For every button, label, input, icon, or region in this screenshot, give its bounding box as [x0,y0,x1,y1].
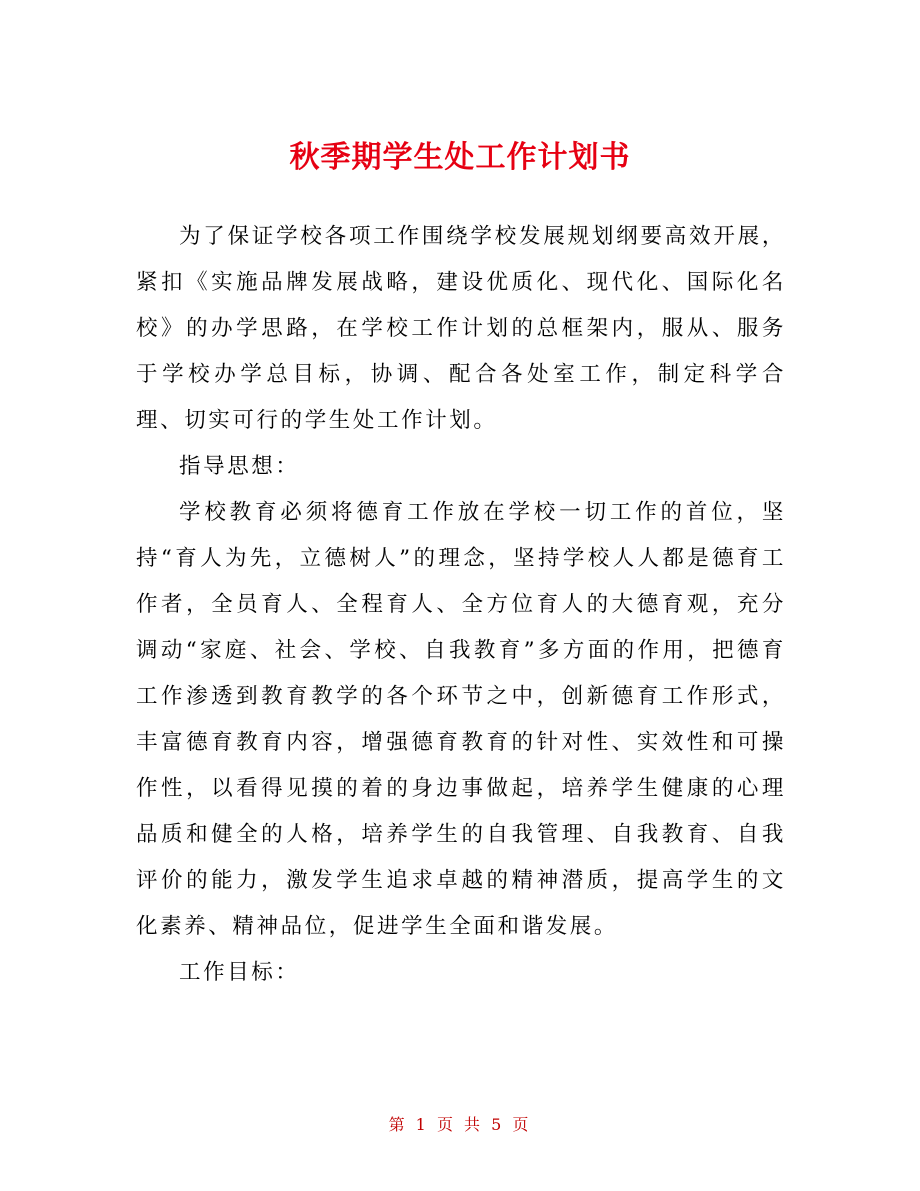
heading-work-goals: 工作目标： [179,960,300,985]
paragraph-intro: 为了保证学校各项工作围绕学校发展规划纲要高效开展，紧扣《实施品牌发展战略，建设优质化、现代化、国际化名校》的办学思路，在学校工作计划的总框架内，服从、服务于学校办学总目标，协调、配合各处室工作，制定科学合理、切实可行的学生处工作计划。 [136,224,786,433]
paragraph-guiding-ideology: 学校教育必须将德育工作放在学校一切工作的首位，坚持“育人为先，立德树人”的理念，坚持学校人人都是德育工作者，全员育人、全程育人、全方位育人的大德育观，充分调动“家庭、社会、学校、自我教育”多方面的作用，把德育工作渗透到教育教学的各个环节之中，创新德育工作形式，丰富德育教育内容，增强德育教育的针对性、实效性和可操作性，以看得见摸的着的身边事做起，培养学生健康的心理品质和健全的人格，培养学生的自我管理、自我教育、自我评价的能力，激发学生追求卓越的精神潜质，提高学生的文化素养、精神品位，促进学生全面和谐发展。 [136,500,786,939]
page-footer: 第 1 页 共 5 页 [388,1115,532,1134]
document-body [136,214,786,996]
page-title: 秋季期学生处工作计划书 [289,140,631,176]
heading-guiding-ideology: 指导思想： [179,454,300,479]
